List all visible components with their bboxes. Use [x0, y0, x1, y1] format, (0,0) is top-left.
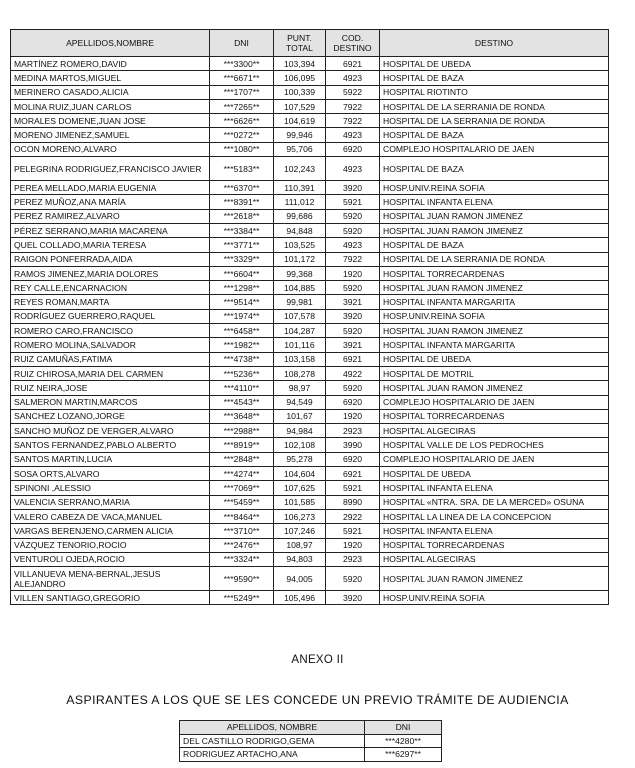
table-row: [11, 209, 609, 223]
cell-apellidos-nombre: VENTUROLI OJEDA,ROCIO: [11, 552, 210, 566]
cell-destino: HOSPITAL TORRECARDENAS: [380, 538, 609, 552]
cell-apellidos-nombre: SPINONI ,ALESSIO: [11, 481, 210, 495]
cell-dni: ***6458**: [210, 324, 274, 338]
cell-punt-total: 99,686: [274, 209, 326, 223]
cell-cod-destino: 5920: [326, 381, 380, 395]
cell-apellidos-nombre: RUIZ NEIRA,JOSE: [11, 381, 210, 395]
cell-cod-destino: 5920: [326, 209, 380, 223]
table-row: [11, 181, 609, 195]
table-row: [11, 324, 609, 338]
cell-apellidos-nombre: REYES ROMAN,MARTA: [11, 295, 210, 309]
table-row: [11, 567, 609, 591]
cell-cod-destino: 1920: [326, 538, 380, 552]
cell-destino: HOSPITAL DE LA SERRANIA DE RONDA: [380, 99, 609, 113]
cell-punt-total: 104,604: [274, 467, 326, 481]
cell-dni: ***6604**: [210, 266, 274, 280]
cell-dni: ***8464**: [210, 509, 274, 523]
cell-destino: HOSPITAL DE BAZA: [380, 128, 609, 142]
cell-punt-total: 107,578: [274, 309, 326, 323]
cell-dni: ***8391**: [210, 195, 274, 209]
cell-cod-destino: 2923: [326, 552, 380, 566]
table-row: [11, 381, 609, 395]
cell-apellidos-nombre: MEDINA MARTOS,MIGUEL: [11, 71, 210, 85]
header-apellidos: APELLIDOS,NOMBRE: [11, 30, 210, 57]
cell-cod-destino: 8990: [326, 495, 380, 509]
cell-punt-total: 98,97: [274, 381, 326, 395]
cell-apellidos-nombre: VILLEN SANTIAGO,GREGORIO: [11, 591, 210, 605]
cell-destino: HOSP.UNIV.REINA SOFIA: [380, 181, 609, 195]
table-row: [11, 366, 609, 380]
cell-destino: HOSPITAL INFANTA ELENA: [380, 524, 609, 538]
cell-dni: ***3771**: [210, 238, 274, 252]
cell-cod-destino: 4923: [326, 238, 380, 252]
cell-apellidos-nombre: OCON MORENO,ALVARO: [11, 142, 210, 156]
cell-dni: ***2476**: [210, 538, 274, 552]
cell-cod-destino: 3920: [326, 309, 380, 323]
cell-apellidos-nombre: VARGAS BERENJENO,CARMEN ALICIA: [11, 524, 210, 538]
cell-destino: HOSPITAL ALGECIRAS: [380, 424, 609, 438]
table-body: [11, 57, 609, 605]
cell-destino: HOSPITAL «NTRA. SRA. DE LA MERCED» OSUNA: [380, 495, 609, 509]
cell-destino: HOSPITAL JUAN RAMON JIMENEZ: [380, 567, 609, 591]
cell-cod-destino: 4923: [326, 128, 380, 142]
table-row: [11, 114, 609, 128]
cell-punt-total: 102,108: [274, 438, 326, 452]
cell-dni: ***5183**: [210, 157, 274, 181]
cell-punt-total: 94,848: [274, 223, 326, 237]
table-row: [11, 128, 609, 142]
cell-destino: HOSPITAL TORRECARDENAS: [380, 266, 609, 280]
cell-destino: HOSPITAL JUAN RAMON JIMENEZ: [380, 381, 609, 395]
cell-dni: ***1974**: [210, 309, 274, 323]
cell-cod-destino: 7922: [326, 99, 380, 113]
annex-subtitle: ASPIRANTES A LOS QUE SE LES CONCEDE UN PREVIO TRÁMITE DE AUDIENCIA: [66, 693, 569, 707]
cell-destino: HOSPITAL DE LA SERRANIA DE RONDA: [380, 114, 609, 128]
table-row: [11, 409, 609, 423]
cell-dni: ***1982**: [210, 338, 274, 352]
cell-dni: ***2988**: [210, 424, 274, 438]
cell-dni: ***5459**: [210, 495, 274, 509]
cell-destino: HOSPITAL DE LA SERRANIA DE RONDA: [380, 252, 609, 266]
annex-row: [180, 748, 442, 762]
cell-cod-destino: 6921: [326, 57, 380, 71]
cell-punt-total: 101,585: [274, 495, 326, 509]
cell-cod-destino: 2923: [326, 424, 380, 438]
cell-destino: HOSPITAL DE BAZA: [380, 238, 609, 252]
annex-header-dni: DNI: [365, 721, 442, 735]
cell-dni: ***3384**: [210, 223, 274, 237]
cell-apellidos-nombre: VÁZQUEZ TENORIO,ROCIO: [11, 538, 210, 552]
cell-cod-destino: 3921: [326, 338, 380, 352]
cell-cod-destino: 4923: [326, 71, 380, 85]
header-dni: DNI: [210, 30, 274, 57]
cell-apellidos-nombre: MOLINA RUIZ,JUAN CARLOS: [11, 99, 210, 113]
cell-dni: ***7265**: [210, 99, 274, 113]
cell-dni: ***1080**: [210, 142, 274, 156]
cell-punt-total: 95,706: [274, 142, 326, 156]
cell-destino: COMPLEJO HOSPITALARIO DE JAEN: [380, 142, 609, 156]
table-row: [11, 591, 609, 605]
table-row: [11, 99, 609, 113]
cell-punt-total: 108,278: [274, 366, 326, 380]
cell-apellidos-nombre: VILLANUEVA MENA-BERNAL,JESUS ALEJANDRO: [11, 567, 210, 591]
table-row: [11, 552, 609, 566]
cell-apellidos-nombre: PÉREZ SERRANO,MARIA MACARENA: [11, 223, 210, 237]
header-destino: DESTINO: [380, 30, 609, 57]
cell-destino: HOSPITAL DE UBEDA: [380, 467, 609, 481]
cell-apellidos-nombre: MORENO JIMENEZ,SAMUEL: [11, 128, 210, 142]
cell-cod-destino: 3920: [326, 181, 380, 195]
table-row: [11, 238, 609, 252]
annex-table-body: [180, 734, 442, 761]
table-row: [11, 352, 609, 366]
cell-dni: ***6671**: [210, 71, 274, 85]
table-row: [11, 281, 609, 295]
cell-dni: ***4274**: [210, 467, 274, 481]
cell-punt-total: 99,368: [274, 266, 326, 280]
cell-cod-destino: 4923: [326, 157, 380, 181]
cell-destino: HOSP.UNIV.REINA SOFIA: [380, 309, 609, 323]
cell-dni: ***9514**: [210, 295, 274, 309]
cell-destino: HOSPITAL DE MOTRIL: [380, 366, 609, 380]
cell-destino: HOSPITAL INFANTA ELENA: [380, 195, 609, 209]
table-row: [11, 424, 609, 438]
cell-punt-total: 94,803: [274, 552, 326, 566]
cell-punt-total: 94,549: [274, 395, 326, 409]
table-row: [11, 142, 609, 156]
table-row: [11, 252, 609, 266]
cell-punt-total: 100,339: [274, 85, 326, 99]
cell-apellidos-nombre: MORALES DOMENE,JUAN JOSE: [11, 114, 210, 128]
cell-dni: ***4110**: [210, 381, 274, 395]
cell-apellidos-nombre: RUIZ CHIROSA,MARIA DEL CARMEN: [11, 366, 210, 380]
annex-cell-dni: ***4280**: [365, 734, 442, 748]
assignments-table: [10, 29, 609, 605]
cell-destino: HOSPITAL INFANTA MARGARITA: [380, 338, 609, 352]
table-row: [11, 438, 609, 452]
cell-destino: HOSPITAL JUAN RAMON JIMENEZ: [380, 281, 609, 295]
cell-dni: ***3329**: [210, 252, 274, 266]
cell-cod-destino: 5922: [326, 85, 380, 99]
cell-cod-destino: 3921: [326, 295, 380, 309]
cell-apellidos-nombre: SANCHO MUÑOZ DE VERGER,ALVARO: [11, 424, 210, 438]
cell-apellidos-nombre: SOSA ORTS,ALVARO: [11, 467, 210, 481]
cell-cod-destino: 1920: [326, 409, 380, 423]
cell-punt-total: 107,246: [274, 524, 326, 538]
cell-dni: ***3710**: [210, 524, 274, 538]
cell-cod-destino: 6920: [326, 452, 380, 466]
cell-punt-total: 101,116: [274, 338, 326, 352]
cell-dni: ***8919**: [210, 438, 274, 452]
cell-cod-destino: 4922: [326, 366, 380, 380]
cell-dni: ***5249**: [210, 591, 274, 605]
header-punt-total: PUNT. TOTAL: [274, 30, 326, 57]
cell-cod-destino: 5920: [326, 223, 380, 237]
annex-row: [180, 734, 442, 748]
cell-cod-destino: 5921: [326, 524, 380, 538]
cell-apellidos-nombre: SANTOS FERNANDEZ,PABLO ALBERTO: [11, 438, 210, 452]
cell-cod-destino: 1920: [326, 266, 380, 280]
cell-dni: ***3300**: [210, 57, 274, 71]
cell-dni: ***5236**: [210, 366, 274, 380]
table-row: [11, 481, 609, 495]
table-row: [11, 538, 609, 552]
cell-punt-total: 103,158: [274, 352, 326, 366]
cell-dni: ***3648**: [210, 409, 274, 423]
cell-punt-total: 106,095: [274, 71, 326, 85]
table-row: [11, 338, 609, 352]
annex-header-apellidos: APELLIDOS, NOMBRE: [180, 721, 365, 735]
cell-dni: ***1298**: [210, 281, 274, 295]
cell-cod-destino: 5921: [326, 195, 380, 209]
table-row: [11, 295, 609, 309]
cell-apellidos-nombre: SANCHEZ LOZANO,JORGE: [11, 409, 210, 423]
cell-apellidos-nombre: SALMERON MARTIN,MARCOS: [11, 395, 210, 409]
cell-apellidos-nombre: ROMERO CARO,FRANCISCO: [11, 324, 210, 338]
annex-table: [179, 720, 442, 762]
cell-dni: ***2848**: [210, 452, 274, 466]
table-row: [11, 71, 609, 85]
table-row: [11, 467, 609, 481]
table-row: [11, 395, 609, 409]
annex-cell-dni: ***6297**: [365, 748, 442, 762]
cell-destino: HOSPITAL TORRECARDENAS: [380, 409, 609, 423]
cell-punt-total: 94,984: [274, 424, 326, 438]
table-row: [11, 266, 609, 280]
cell-punt-total: 104,619: [274, 114, 326, 128]
cell-punt-total: 110,391: [274, 181, 326, 195]
annex-cell-apellidos-nombre: DEL CASTILLO RODRIGO,GEMA: [180, 734, 365, 748]
header-cod-destino: COD. DESTINO: [326, 30, 380, 57]
cell-punt-total: 107,529: [274, 99, 326, 113]
cell-apellidos-nombre: ROMERO MOLINA,SALVADOR: [11, 338, 210, 352]
cell-punt-total: 104,287: [274, 324, 326, 338]
table-row: [11, 309, 609, 323]
cell-punt-total: 95,278: [274, 452, 326, 466]
cell-apellidos-nombre: RAIGON PONFERRADA,AIDA: [11, 252, 210, 266]
cell-dni: ***7069**: [210, 481, 274, 495]
cell-punt-total: 102,243: [274, 157, 326, 181]
cell-destino: COMPLEJO HOSPITALARIO DE JAEN: [380, 452, 609, 466]
cell-punt-total: 111,012: [274, 195, 326, 209]
cell-cod-destino: 5920: [326, 324, 380, 338]
cell-destino: HOSPITAL INFANTA MARGARITA: [380, 295, 609, 309]
cell-destino: HOSPITAL DE UBEDA: [380, 352, 609, 366]
cell-destino: HOSPITAL VALLE DE LOS PEDROCHES: [380, 438, 609, 452]
cell-punt-total: 104,885: [274, 281, 326, 295]
cell-apellidos-nombre: RODRÍGUEZ GUERRERO,RAQUEL: [11, 309, 210, 323]
cell-dni: ***3324**: [210, 552, 274, 566]
cell-punt-total: 94,005: [274, 567, 326, 591]
annex-title: ANEXO II: [291, 654, 344, 666]
cell-punt-total: 107,625: [274, 481, 326, 495]
table-row: [11, 509, 609, 523]
cell-apellidos-nombre: SANTOS MARTIN,LUCIA: [11, 452, 210, 466]
cell-cod-destino: 6920: [326, 142, 380, 156]
cell-cod-destino: 5921: [326, 481, 380, 495]
cell-destino: HOSPITAL JUAN RAMON JIMENEZ: [380, 223, 609, 237]
cell-dni: ***2618**: [210, 209, 274, 223]
cell-cod-destino: 5920: [326, 567, 380, 591]
table-row: [11, 85, 609, 99]
cell-destino: HOSPITAL LA LINEA DE LA CONCEPCION: [380, 509, 609, 523]
cell-cod-destino: 3920: [326, 591, 380, 605]
cell-apellidos-nombre: MARTÍNEZ ROMERO,DAVID: [11, 57, 210, 71]
annex-header-row: [180, 721, 442, 735]
table-row: [11, 495, 609, 509]
cell-destino: HOSPITAL JUAN RAMON JIMENEZ: [380, 324, 609, 338]
table-row: [11, 223, 609, 237]
cell-destino: HOSPITAL JUAN RAMON JIMENEZ: [380, 209, 609, 223]
cell-punt-total: 103,394: [274, 57, 326, 71]
cell-cod-destino: 2922: [326, 509, 380, 523]
cell-apellidos-nombre: PEREZ RAMIREZ,ALVARO: [11, 209, 210, 223]
table-row: [11, 524, 609, 538]
cell-dni: ***1707**: [210, 85, 274, 99]
cell-cod-destino: 7922: [326, 252, 380, 266]
cell-apellidos-nombre: PEREZ MUÑOZ,ANA MARÍA: [11, 195, 210, 209]
cell-punt-total: 105,496: [274, 591, 326, 605]
cell-cod-destino: 7922: [326, 114, 380, 128]
cell-apellidos-nombre: VALENCIA SERRANO,MARIA: [11, 495, 210, 509]
table-row: [11, 157, 609, 181]
cell-punt-total: 101,67: [274, 409, 326, 423]
table-row: [11, 452, 609, 466]
cell-destino: COMPLEJO HOSPITALARIO DE JAEN: [380, 395, 609, 409]
cell-destino: HOSPITAL ALGECIRAS: [380, 552, 609, 566]
cell-apellidos-nombre: PEREA MELLADO,MARIA EUGENIA: [11, 181, 210, 195]
cell-destino: HOSPITAL DE UBEDA: [380, 57, 609, 71]
cell-destino: HOSPITAL INFANTA ELENA: [380, 481, 609, 495]
cell-apellidos-nombre: VALERO CABEZA DE VACA,MANUEL: [11, 509, 210, 523]
cell-dni: ***6370**: [210, 181, 274, 195]
table-row: [11, 195, 609, 209]
cell-apellidos-nombre: RUIZ CAMUÑAS,FATIMA: [11, 352, 210, 366]
cell-punt-total: 103,525: [274, 238, 326, 252]
cell-cod-destino: 6921: [326, 352, 380, 366]
table-header-row: [11, 30, 609, 57]
cell-dni: ***9590**: [210, 567, 274, 591]
cell-punt-total: 99,981: [274, 295, 326, 309]
table-row: [11, 57, 609, 71]
cell-cod-destino: 6920: [326, 395, 380, 409]
cell-cod-destino: 6921: [326, 467, 380, 481]
cell-apellidos-nombre: RAMOS JIMENEZ,MARIA DOLORES: [11, 266, 210, 280]
cell-destino: HOSPITAL RIOTINTO: [380, 85, 609, 99]
cell-punt-total: 106,273: [274, 509, 326, 523]
cell-apellidos-nombre: REY CALLE,ENCARNACION: [11, 281, 210, 295]
cell-punt-total: 101,172: [274, 252, 326, 266]
cell-dni: ***0272**: [210, 128, 274, 142]
cell-punt-total: 108,97: [274, 538, 326, 552]
cell-destino: HOSPITAL DE BAZA: [380, 157, 609, 181]
cell-cod-destino: 3990: [326, 438, 380, 452]
cell-punt-total: 99,946: [274, 128, 326, 142]
cell-cod-destino: 5920: [326, 281, 380, 295]
cell-dni: ***6626**: [210, 114, 274, 128]
cell-apellidos-nombre: QUEL COLLADO,MARIA TERESA: [11, 238, 210, 252]
cell-destino: HOSP.UNIV.REINA SOFIA: [380, 591, 609, 605]
cell-apellidos-nombre: PELEGRINA RODRIGUEZ,FRANCISCO JAVIER: [11, 157, 210, 181]
cell-dni: ***4738**: [210, 352, 274, 366]
cell-destino: HOSPITAL DE BAZA: [380, 71, 609, 85]
annex-cell-apellidos-nombre: RODRIGUEZ ARTACHO,ANA: [180, 748, 365, 762]
cell-dni: ***4543**: [210, 395, 274, 409]
cell-apellidos-nombre: MERINERO CASADO,ALICIA: [11, 85, 210, 99]
